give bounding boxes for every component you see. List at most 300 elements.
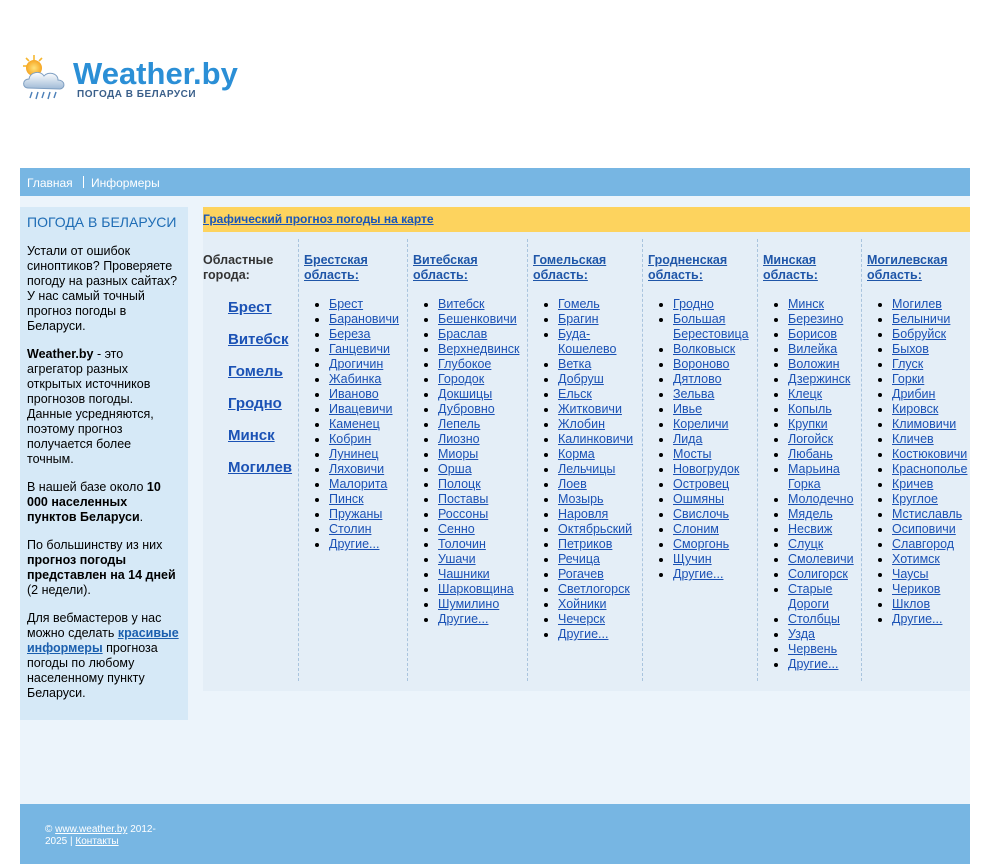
city-link[interactable]: Столбцы [788, 612, 840, 626]
list-item [788, 657, 861, 672]
city-link[interactable]: Сморгонь [673, 537, 730, 551]
list-item [673, 342, 757, 357]
list-item [329, 432, 407, 447]
city-link[interactable]: Дзержинск [788, 372, 851, 386]
list-item [329, 357, 407, 372]
city-link[interactable]: Минск [788, 297, 825, 311]
list-item [558, 402, 642, 417]
list-item [673, 357, 757, 372]
city-link[interactable]: Кобрин [329, 432, 372, 446]
region-column [528, 239, 643, 681]
city-link[interactable]: Ивье [673, 402, 703, 416]
list-item [558, 507, 642, 522]
list-item [673, 297, 757, 312]
region-column [758, 239, 862, 681]
region-city-list [862, 297, 970, 627]
list-item [438, 552, 527, 567]
city-link[interactable]: Пинск [329, 492, 364, 506]
city-link[interactable]: Вилейка [788, 342, 838, 356]
city-link[interactable]: Островец [673, 477, 730, 491]
list-item [329, 522, 407, 537]
main-content [203, 207, 970, 691]
list-item [892, 552, 970, 567]
city-link[interactable]: Шумилино [438, 597, 500, 611]
region-heading-link[interactable]: Витебская область: [413, 253, 478, 282]
city-link[interactable]: Большая Берестовица [673, 312, 749, 341]
header [20, 0, 970, 168]
list-item [892, 342, 970, 357]
city-link[interactable]: Ляховичи [329, 462, 385, 476]
city-link[interactable]: Несвиж [788, 522, 833, 536]
city-link[interactable]: Верхнедвинск [438, 342, 520, 356]
city-link[interactable]: Жабинка [329, 372, 382, 386]
list-item [558, 492, 642, 507]
city-link[interactable]: Слоним [673, 522, 719, 536]
list-item [788, 387, 861, 402]
list-item [892, 312, 970, 327]
city-link[interactable]: Чаусы [892, 567, 929, 581]
list-item [673, 312, 757, 342]
city-link[interactable]: Другие... [788, 657, 839, 671]
oblast-cities-list [203, 299, 298, 477]
region-heading-link[interactable]: Гродненская область: [648, 253, 728, 282]
region-city-list [528, 297, 642, 642]
city-link[interactable]: Береза [329, 327, 371, 341]
city-link[interactable]: Витебск [438, 297, 485, 311]
list-item [329, 462, 407, 477]
list-item [788, 612, 861, 627]
city-link[interactable]: Костюковичи [892, 447, 968, 461]
list-item [329, 492, 407, 507]
list-item [438, 327, 527, 342]
list-item [438, 597, 527, 612]
list-item [558, 447, 642, 462]
list-item [788, 372, 861, 387]
list-item [329, 312, 407, 327]
list-item [329, 507, 407, 522]
list-item [438, 507, 527, 522]
site-logo[interactable] [20, 52, 260, 106]
city-link[interactable]: Другие... [892, 612, 943, 626]
sidebar-intro: Устали от ошибок синоптиков? Проверяете погоду на разных сайтах? У нас самый точный прогноз погоды в Беларуси. [27, 244, 178, 333]
city-link[interactable]: Наровля [558, 507, 609, 521]
list-item [329, 342, 407, 357]
list-item [673, 522, 757, 537]
city-link[interactable]: Лиозно [438, 432, 480, 446]
region-column [862, 239, 970, 681]
city-link[interactable]: Миоры [438, 447, 479, 461]
list-item [892, 372, 970, 387]
list-item [438, 342, 527, 357]
city-link[interactable]: Зельва [673, 387, 715, 401]
list-item [892, 327, 970, 342]
list-item [329, 447, 407, 462]
city-link[interactable]: Краснополье [892, 462, 968, 476]
list-item [892, 582, 970, 597]
list-item [892, 597, 970, 612]
list-item [673, 432, 757, 447]
city-link[interactable]: Толочин [438, 537, 486, 551]
oblast-city-link[interactable]: Витебск [228, 331, 289, 348]
page-wrapper [20, 0, 970, 864]
sidebar-forecast-days: По большинству из них прогноз погоды представлен на 14 дней (2 недели). [27, 538, 176, 597]
list-item [892, 447, 970, 462]
list-item [892, 492, 970, 507]
sidebar-database: В нашей базе около 10 000 населенных пунктов Беларуси. [27, 480, 161, 524]
city-link[interactable]: Барановичи [329, 312, 400, 326]
list-item [329, 477, 407, 492]
list-item [558, 357, 642, 372]
city-link[interactable]: Ивацевичи [329, 402, 393, 416]
city-link[interactable]: Октябрьский [558, 522, 633, 536]
footer-contacts-link[interactable]: Контакты [75, 836, 119, 847]
list-item [673, 372, 757, 387]
list-item [673, 552, 757, 567]
city-link[interactable]: Хойники [558, 597, 607, 611]
city-link[interactable]: Свислочь [673, 507, 730, 521]
list-item [438, 432, 527, 447]
footer-copyright: © www.weather.by 2012-2025 | Контакты [45, 824, 156, 847]
city-link[interactable]: Петриков [558, 537, 613, 551]
list-item [438, 477, 527, 492]
list-item [558, 582, 642, 597]
sidebar-title: ПОГОДА В БЕЛАРУСИ [27, 214, 177, 230]
city-link[interactable]: Гродно [673, 297, 714, 311]
city-link[interactable]: Другие... [558, 627, 609, 641]
city-link[interactable]: Орша [438, 462, 472, 476]
city-link[interactable]: Дятлово [673, 372, 722, 386]
city-link[interactable]: Сенно [438, 522, 475, 536]
list-item [329, 372, 407, 387]
sidebar-webmasters: Для вебмастеров у нас можно сделать красивые информеры прогноза погоды по любому населенному пункту Беларуси. [27, 611, 179, 700]
list-item [438, 372, 527, 387]
city-link[interactable]: Бешенковичи [438, 312, 517, 326]
region-heading-link[interactable]: Минская область: [763, 253, 818, 282]
city-link[interactable]: Кричев [892, 477, 934, 491]
city-link[interactable]: Калинковичи [558, 432, 634, 446]
region-column [408, 239, 528, 681]
weather-cloud-sun-rain-icon [20, 52, 72, 106]
city-link[interactable]: Жлобин [558, 417, 605, 431]
informers-link[interactable]: красивые информеры [27, 626, 179, 655]
city-link[interactable]: Поставы [438, 492, 489, 506]
list-item [788, 297, 861, 312]
city-link[interactable]: Копыль [788, 402, 832, 416]
region-city-list [643, 297, 757, 582]
city-link[interactable]: Дубровно [438, 402, 495, 416]
city-link[interactable]: Червень [788, 642, 838, 656]
oblast-city-link[interactable]: Гродно [228, 395, 282, 412]
list-item [788, 462, 861, 492]
list-item [558, 462, 642, 477]
list-item [892, 387, 970, 402]
list-item [558, 477, 642, 492]
city-link[interactable]: Чериков [892, 582, 941, 596]
city-link[interactable]: Другие... [329, 537, 380, 551]
list-item [438, 447, 527, 462]
logo-tagline: ПОГОДА В БЕЛАРУСИ [77, 89, 197, 100]
list-item [673, 507, 757, 522]
city-link[interactable]: Глуск [892, 357, 924, 371]
city-link[interactable]: Полоцк [438, 477, 481, 491]
city-link[interactable]: Лида [673, 432, 703, 446]
city-link[interactable]: Щучин [673, 552, 712, 566]
list-item [788, 357, 861, 372]
list-item [329, 327, 407, 342]
list-item [438, 402, 527, 417]
list-item [329, 387, 407, 402]
city-link[interactable]: Мстиславль [892, 507, 963, 521]
city-link[interactable]: Белыничи [892, 312, 951, 326]
list-item [558, 612, 642, 627]
city-link[interactable]: Житковичи [558, 402, 622, 416]
list-item [788, 522, 861, 537]
region-city-list [758, 297, 861, 672]
city-link[interactable]: Клецк [788, 387, 823, 401]
list-item [892, 402, 970, 417]
nav-separator [83, 176, 84, 188]
list-item [438, 492, 527, 507]
list-item [892, 507, 970, 522]
list-item [329, 417, 407, 432]
city-link[interactable]: Рогачев [558, 567, 604, 581]
city-link[interactable]: Малорита [329, 477, 388, 491]
city-link[interactable]: Городок [438, 372, 485, 386]
city-link[interactable]: Вороново [673, 357, 730, 371]
city-link[interactable]: Дрибин [892, 387, 936, 401]
city-link[interactable]: Мядель [788, 507, 833, 521]
map-forecast-bar [203, 207, 970, 232]
footer-site-link[interactable]: www.weather.by [55, 824, 128, 835]
city-link[interactable]: Глубокое [438, 357, 492, 371]
city-link[interactable]: Лельчицы [558, 462, 616, 476]
city-link[interactable]: Быхов [892, 342, 929, 356]
city-link[interactable]: Новогрудок [673, 462, 740, 476]
city-link[interactable]: Логойск [788, 432, 834, 446]
city-link[interactable]: Ельск [558, 387, 592, 401]
city-link[interactable]: Ветка [558, 357, 592, 371]
list-item [673, 492, 757, 507]
city-link[interactable]: Бобруйск [892, 327, 947, 341]
list-item [788, 642, 861, 657]
city-link[interactable]: Лоев [558, 477, 587, 491]
city-link[interactable]: Солигорск [788, 567, 848, 581]
city-link[interactable]: Ушачи [438, 552, 476, 566]
list-item [788, 507, 861, 522]
list-item [558, 417, 642, 432]
city-link[interactable]: Буда-Кошелево [558, 327, 617, 356]
list-item [438, 297, 527, 312]
list-item [892, 567, 970, 582]
oblast-city-link[interactable]: Могилев [228, 459, 293, 476]
city-link[interactable]: Воложин [788, 357, 840, 371]
list-item [558, 552, 642, 567]
list-item [558, 312, 642, 327]
city-link[interactable]: Корма [558, 447, 595, 461]
list-item [892, 522, 970, 537]
logo-wordmark: Weather.by [73, 56, 238, 91]
list-item [438, 357, 527, 372]
region-city-list [299, 297, 407, 552]
list-item [438, 417, 527, 432]
list-item [558, 387, 642, 402]
city-link[interactable]: Гомель [558, 297, 600, 311]
list-item [438, 387, 527, 402]
top-nav [20, 168, 970, 196]
city-link[interactable]: Ошмяны [673, 492, 725, 506]
list-item [673, 477, 757, 492]
oblast-cities-heading: Областные города: [203, 253, 274, 282]
city-link[interactable]: Климовичи [892, 417, 957, 431]
list-item [892, 537, 970, 552]
list-item [438, 582, 527, 597]
list-item [673, 462, 757, 477]
list-item [558, 537, 642, 552]
city-link[interactable]: Ганцевичи [329, 342, 391, 356]
list-item [892, 477, 970, 492]
list-item [892, 432, 970, 447]
list-item [558, 597, 642, 612]
list-item [892, 297, 970, 312]
city-link[interactable]: Молодечно [788, 492, 854, 506]
city-link[interactable]: Докшицы [438, 387, 493, 401]
list-item [788, 312, 861, 327]
list-item [788, 492, 861, 507]
list-item [558, 522, 642, 537]
city-link[interactable]: Кировск [892, 402, 939, 416]
city-link[interactable]: Чечерск [558, 612, 606, 626]
list-item [892, 612, 970, 627]
list-item [788, 402, 861, 417]
list-item [438, 522, 527, 537]
list-item [892, 462, 970, 477]
city-link[interactable]: Светлогорск [558, 582, 630, 596]
city-link[interactable]: Хотимск [892, 552, 940, 566]
list-item [673, 387, 757, 402]
region-column [643, 239, 758, 681]
city-link[interactable]: Иваново [329, 387, 379, 401]
city-link[interactable]: Каменец [329, 417, 380, 431]
city-link[interactable]: Марьина Горка [788, 462, 840, 491]
city-link[interactable]: Лунинец [329, 447, 379, 461]
list-item [788, 342, 861, 357]
oblast-cities-column [203, 239, 299, 681]
list-item [673, 567, 757, 582]
list-item [329, 297, 407, 312]
list-item [788, 552, 861, 567]
city-link[interactable]: Добруш [558, 372, 604, 386]
list-item [788, 567, 861, 582]
city-link[interactable]: Шарковщина [438, 582, 514, 596]
region-heading-link[interactable]: Брестская область: [304, 253, 368, 282]
city-link[interactable]: Узда [788, 627, 815, 641]
city-link[interactable]: Столин [329, 522, 372, 536]
oblast-city-link[interactable]: Гомель [228, 363, 283, 380]
city-link[interactable]: Крупки [788, 417, 828, 431]
list-item [788, 417, 861, 432]
list-item [892, 357, 970, 372]
city-link[interactable]: Слуцк [788, 537, 824, 551]
city-link[interactable]: Чашники [438, 567, 490, 581]
list-item [788, 447, 861, 462]
city-link[interactable]: Брагин [558, 312, 599, 326]
list-item [438, 612, 527, 627]
list-item [558, 432, 642, 447]
list-item [673, 402, 757, 417]
list-item [558, 327, 642, 357]
city-link[interactable]: Другие... [438, 612, 489, 626]
list-item [788, 537, 861, 552]
city-link[interactable]: Горки [892, 372, 925, 386]
list-item [892, 417, 970, 432]
city-link[interactable]: Шклов [892, 597, 931, 611]
region-column [299, 239, 408, 681]
footer [20, 804, 970, 864]
city-link[interactable]: Мозырь [558, 492, 604, 506]
city-link[interactable]: Осиповичи [892, 522, 956, 536]
city-link[interactable]: Россоны [438, 507, 489, 521]
city-link[interactable]: Славгород [892, 537, 955, 551]
list-item [329, 537, 407, 552]
city-link[interactable]: Другие... [673, 567, 724, 581]
list-item [438, 567, 527, 582]
city-link[interactable]: Речица [558, 552, 600, 566]
list-item [558, 627, 642, 642]
city-link[interactable]: Борисов [788, 327, 838, 341]
region-heading-link[interactable]: Могилевская область: [867, 253, 948, 282]
city-link[interactable]: Кореличи [673, 417, 729, 431]
oblast-city-link[interactable]: Брест [228, 299, 272, 316]
region-heading-link[interactable]: Гомельская область: [533, 253, 607, 282]
list-item [788, 582, 861, 612]
sidebar [20, 207, 188, 720]
city-link[interactable]: Круглое [892, 492, 938, 506]
city-link[interactable]: Брест [329, 297, 364, 311]
nav-home[interactable]: Главная [27, 176, 73, 190]
list-item [673, 417, 757, 432]
city-link[interactable]: Старые Дороги [788, 582, 833, 611]
city-link[interactable]: Кличев [892, 432, 934, 446]
nav-informers[interactable]: Информеры [91, 176, 160, 190]
sidebar-about: Weather.by - это агрегатор разных открытых источников прогнозов погоды. Данные усредняются, поэтому прогноз получается более точным. [27, 347, 154, 466]
oblast-city-link[interactable]: Минск [228, 427, 275, 444]
city-link[interactable]: Любань [788, 447, 833, 461]
city-link[interactable]: Смолевичи [788, 552, 854, 566]
city-link[interactable]: Лепель [438, 417, 481, 431]
city-link[interactable]: Березино [788, 312, 844, 326]
list-item [438, 537, 527, 552]
city-link[interactable]: Дрогичин [329, 357, 384, 371]
list-item [673, 447, 757, 462]
city-link[interactable]: Браслав [438, 327, 488, 341]
city-link[interactable]: Могилев [892, 297, 942, 311]
list-item [788, 432, 861, 447]
map-forecast-link[interactable]: Графический прогноз погоды на карте [203, 212, 434, 226]
list-item [558, 297, 642, 312]
list-item [438, 462, 527, 477]
list-item [558, 372, 642, 387]
list-item [788, 327, 861, 342]
list-item [329, 402, 407, 417]
region-city-list [408, 297, 527, 627]
city-link[interactable]: Мосты [673, 447, 712, 461]
list-item [788, 627, 861, 642]
city-link[interactable]: Волковыск [673, 342, 736, 356]
list-item [438, 312, 527, 327]
list-item [558, 567, 642, 582]
city-link[interactable]: Пружаны [329, 507, 383, 521]
list-item [673, 537, 757, 552]
